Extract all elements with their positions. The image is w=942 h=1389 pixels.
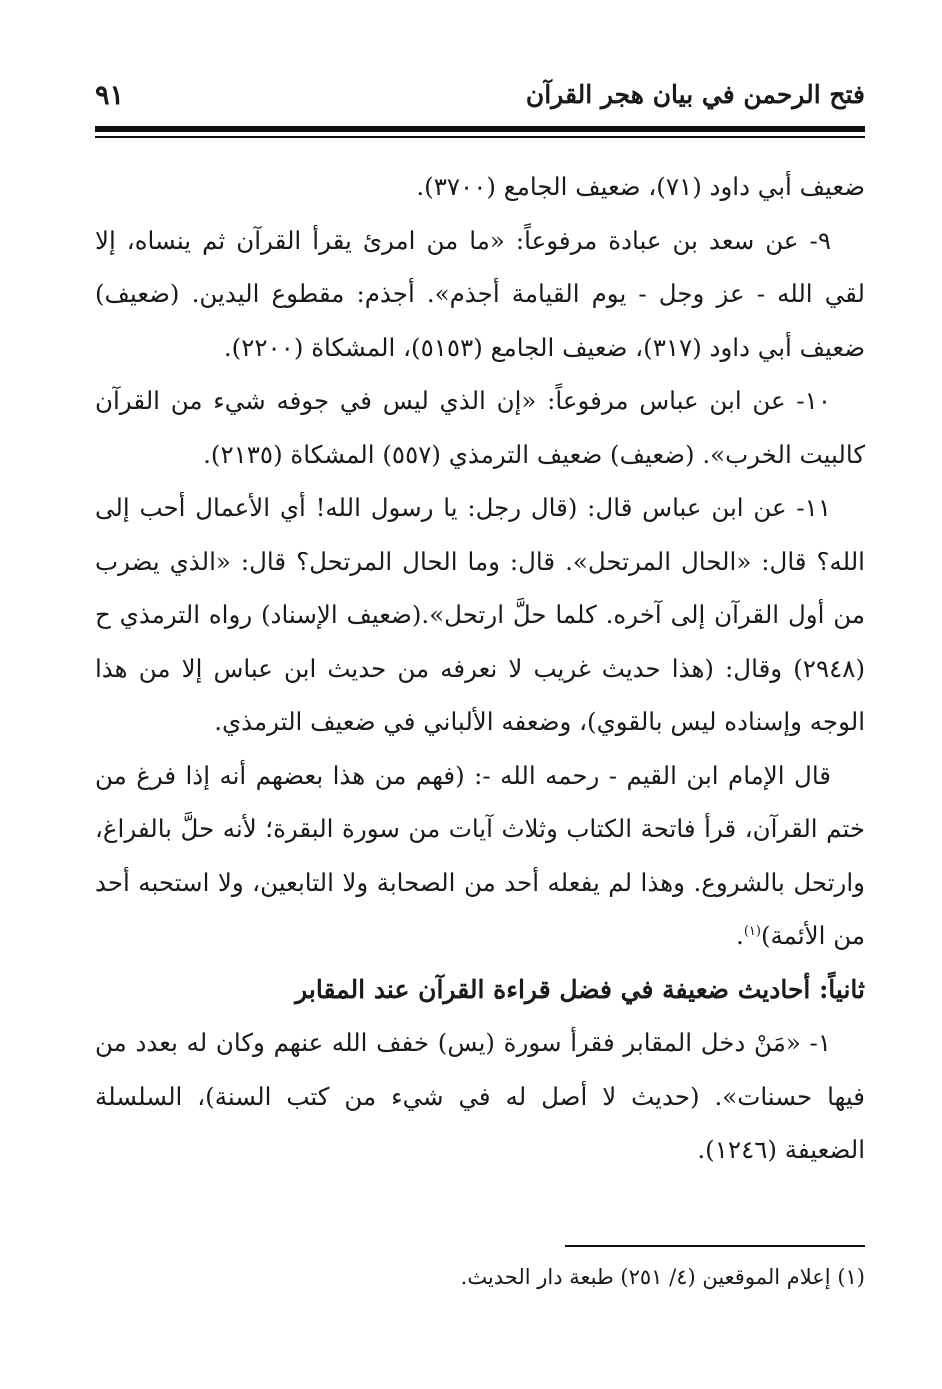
footnote: (١) إعلام الموقعين (٤/ ٢٥١) طبعة دار الحديث. [460,1265,865,1289]
hadith-graves-1: ١- «مَنْ دخل المقابر فقرأ سورة (يس) خفف الله عنهم وكان له بعدد من فيها حسنات». (حديث لا أصل له في شيء من كتب السنة)، السلسلة الضعيفة (١٢٤٦). [95,1028,866,1164]
section-heading: ثانياً: أحاديث ضعيفة في فضل قراءة القرآن عند المقابر [295,974,865,1004]
ibn-qayyim-quote-text: قال الإمام ابن القيم - رحمه الله -: (فهم من هذا بعضهم أنه إذا فرغ من ختم القرآن، قرأ فاتحة الكتاب وثلاث آيات من سورة البقرة؛ لأنه حلَّ بالفراغ، وارتحل بالشروع. وهذا لم يفعله أحد من الصحابة ولا التابعين، ولا استحبه أحد من الأئمة) [95,760,865,950]
ibn-qayyim-quote-end: . [736,921,744,950]
hadith-9: ٩- عن سعد بن عبادة مرفوعاً: «ما من امرئ يقرأ القرآن ثم ينساه، إلا لقي الله - عز وجل - يوم القيامة أجذم». أجذم: مقطوع اليدين. (ضعيف) ضعيف أبي داود (٣١٧)، ضعيف الجامع (٥١٥٣)، المشكاة (٢٢٠٠). [95,225,865,362]
hadith-11: ١١- عن ابن عباس قال: (قال رجل: يا رسول الله! أي الأعمال أحب إلى الله؟ قال: «الحال المرتحل». قال: وما الحال المرتحل؟ قال: «الذي يضرب من أول القرآن إلى آخره. كلما حلَّ ارتحل».(ضعيف الإسناد) رواه الترمذي ح (٢٩٤٨) وقال: (هذا حديث غريب لا نعرفه من حديث ابن عباس إلا من هذا الوجه وإسناده ليس بالقوي)، وضعفه الألباني في ضعيف الترمذي. [95,493,865,736]
hadith-10: ١٠- عن ابن عباس مرفوعاً: «إن الذي ليس في جوفه شيء من القرآن كالبيت الخرب». (ضعيف) ضعيف الترمذي (٥٥٧) المشكاة (٢١٣٥). [95,386,865,469]
footnote-divider [565,1245,865,1247]
header-rule-thick [95,126,865,132]
page-number: ٩١ [95,80,125,111]
main-text [95,160,865,1177]
ibn-qayyim-quote [95,749,865,963]
paragraph-continuation: ضعيف أبي داود (٧١)، ضعيف الجامع (٣٧٠٠). [416,172,865,201]
header-rule-thin [95,136,865,138]
book-title: فتح الرحمن في بيان هجر القرآن [525,80,865,109]
running-header [95,78,865,118]
footnote-marker[interactable]: (١) [743,923,761,939]
